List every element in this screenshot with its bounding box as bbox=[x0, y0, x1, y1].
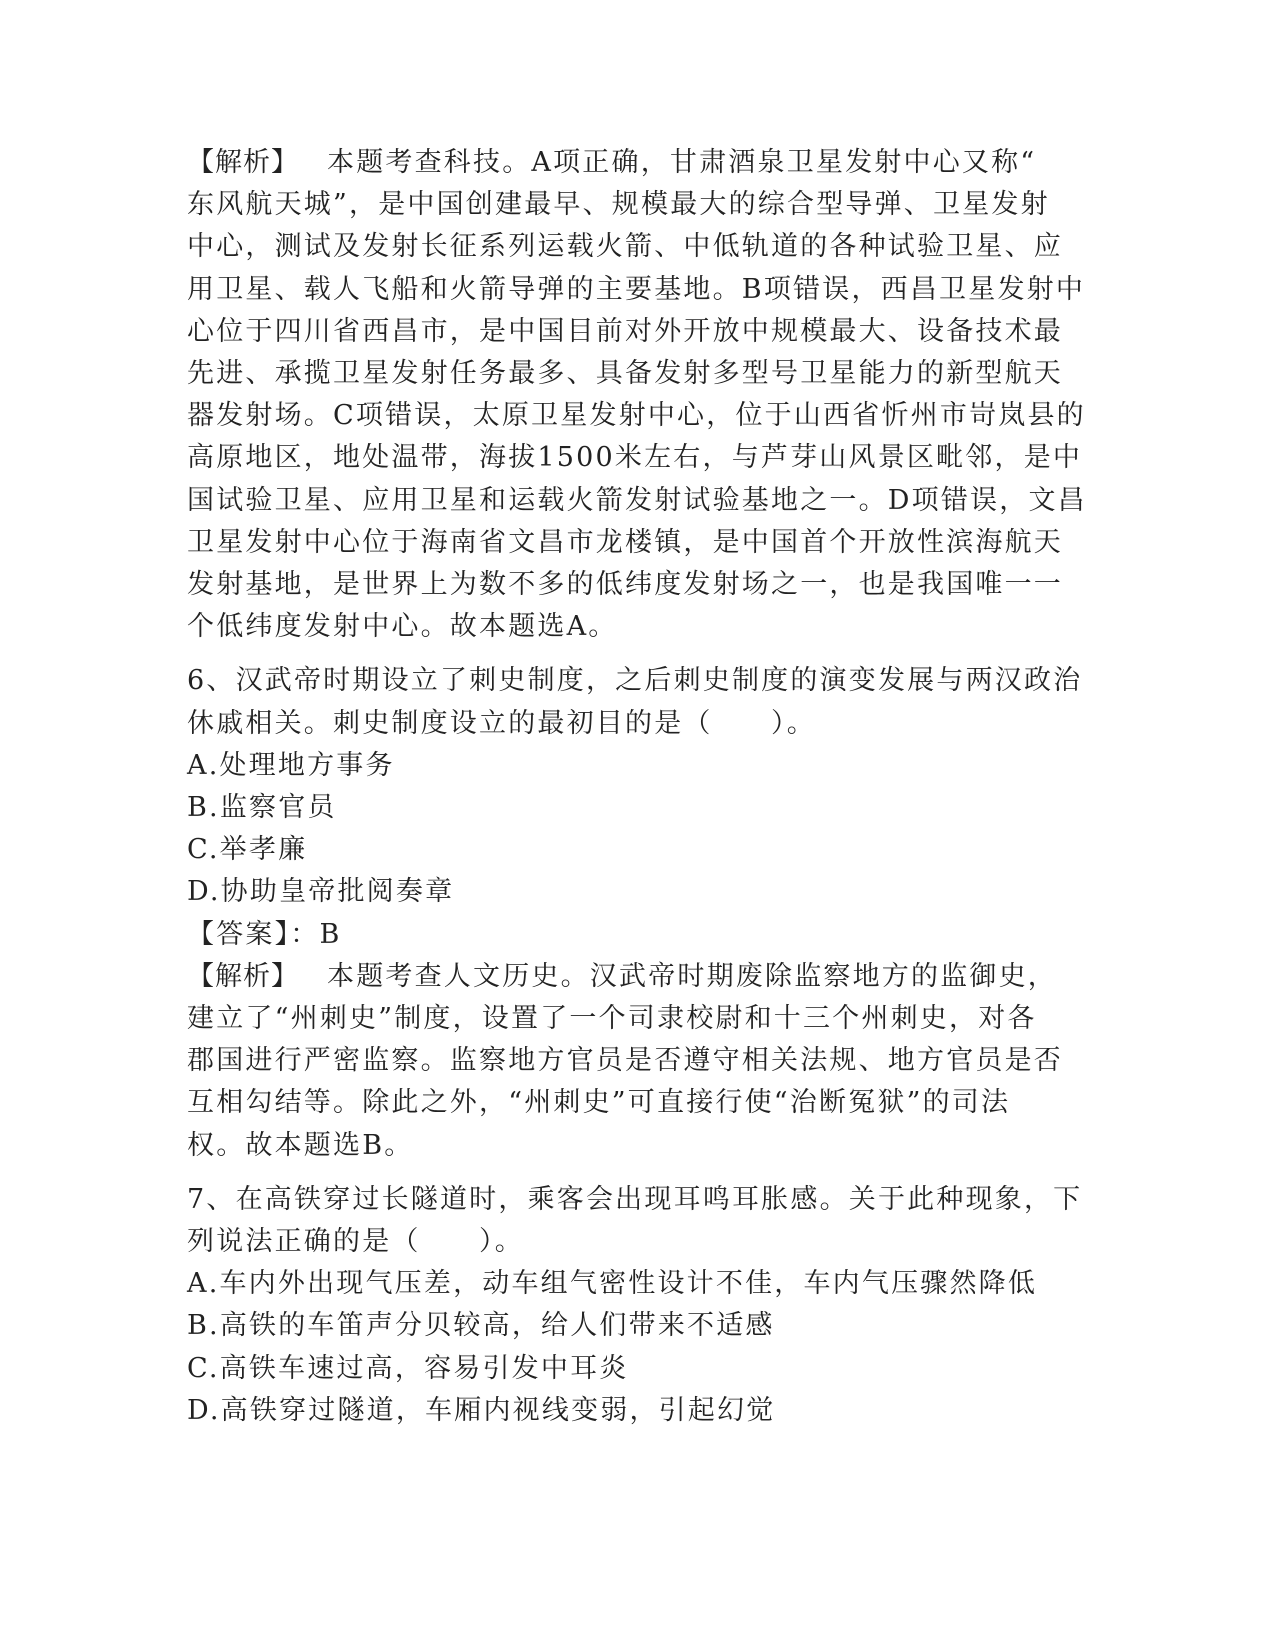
analysis-q5-line-2: 东风航天城”，是中国创建最早、规模最大的综合型导弹、卫星发射 bbox=[187, 189, 1050, 221]
question-6-analysis-line-3: 郡国进行严密监察。监察地方官员是否遵守相关法规、地方官员是否 bbox=[187, 1045, 1063, 1077]
analysis-tag: 【解析】 bbox=[187, 147, 299, 178]
analysis-q5-line-3: 中心，测试及发射长征系列运载火箭、中低轨道的各种试验卫星、应 bbox=[187, 231, 1063, 263]
analysis-tag: 【解析】 bbox=[187, 960, 299, 992]
question-6-answer: 【答案】：B bbox=[187, 918, 342, 950]
question-7-option-b: B.高铁的车笛声分贝较高，给人们带来不适感 bbox=[187, 1310, 775, 1342]
analysis-q5-line-6: 先进、承揽卫星发射任务最多、具备发射多型号卫星能力的新型航天 bbox=[187, 358, 1063, 390]
analysis-q5-text-1: 本题考查科技。A项正确，甘肃酒泉卫星发射中心又称“ bbox=[327, 147, 1037, 178]
question-7 bbox=[187, 1179, 1087, 1432]
question-6-stem-line-2: 休戚相关。刺史制度设立的最初目的是（ ）。 bbox=[187, 707, 816, 739]
analysis-q5-line-5: 心位于四川省西昌市，是中国目前对外开放中规模最大、设备技术最 bbox=[187, 315, 1063, 347]
question-6-analysis-text-1: 本题考查人文历史。汉武帝时期废除监察地方的监御史， bbox=[327, 960, 1057, 992]
document-body bbox=[187, 142, 1087, 1432]
question-7-option-a: A.车内外出现气压差，动车组气密性设计不佳，车内气压骤然降低 bbox=[187, 1268, 1038, 1300]
analysis-q5-line-7: 器发射场。C项错误，太原卫星发射中心，位于山西省忻州市岢岚县的 bbox=[187, 400, 1086, 432]
question-6-option-b: B.监察官员 bbox=[187, 792, 337, 824]
question-6-analysis-line-4: 互相勾结等。除此之外，“州刺史”可直接行使“治断冤狱”的司法 bbox=[187, 1087, 1011, 1119]
question-6-analysis-line-5: 权。故本题选B。 bbox=[187, 1129, 414, 1161]
question-6-analysis-line-2: 建立了“州刺史”制度，设置了一个司隶校尉和十三个州刺史，对各 bbox=[187, 1003, 1037, 1035]
question-7-stem-line-2: 列说法正确的是（ ）。 bbox=[187, 1226, 524, 1258]
question-7-stem-line-1: 7、在高铁穿过长隧道时，乘客会出现耳鸣耳胀感。关于此种现象，下 bbox=[187, 1183, 1083, 1215]
analysis-q5-line-12: 个低纬度发射中心。故本题选A。 bbox=[187, 611, 618, 643]
question-6-stem-line-1: 6、汉武帝时期设立了刺史制度，之后刺史制度的演变发展与两汉政治 bbox=[187, 665, 1083, 697]
analysis-q5-line-9: 国试验卫星、应用卫星和运载火箭发射试验基地之一。D项错误，文昌 bbox=[187, 484, 1087, 516]
analysis-q5-line-1 bbox=[187, 142, 1087, 184]
question-7-option-d: D.高铁穿过隧道，车厢内视线变弱，引起幻觉 bbox=[187, 1394, 776, 1426]
question-6-analysis-line-1 bbox=[187, 956, 1087, 998]
analysis-q5-line-8: 高原地区，地处温带，海拔1500米左右，与芦芽山风景区毗邻，是中 bbox=[187, 442, 1083, 474]
question-6 bbox=[187, 660, 1087, 1166]
analysis-q5-line-4: 用卫星、载人飞船和火箭导弹的主要基地。B项错误，西昌卫星发射中 bbox=[187, 273, 1086, 305]
question-6-option-a: A.处理地方事务 bbox=[187, 749, 395, 781]
analysis-q5-line-11: 发射基地，是世界上为数不多的低纬度发射场之一，也是我国唯一一 bbox=[187, 569, 1063, 601]
question-6-option-d: D.协助皇帝批阅奏章 bbox=[187, 876, 455, 908]
analysis-q5-line-10: 卫星发射中心位于海南省文昌市龙楼镇，是中国首个开放性滨海航天 bbox=[187, 526, 1063, 558]
question-7-option-c: C.高铁车速过高，容易引发中耳炎 bbox=[187, 1352, 629, 1384]
analysis-q5 bbox=[187, 142, 1087, 648]
question-6-option-c: C.举孝廉 bbox=[187, 834, 308, 866]
